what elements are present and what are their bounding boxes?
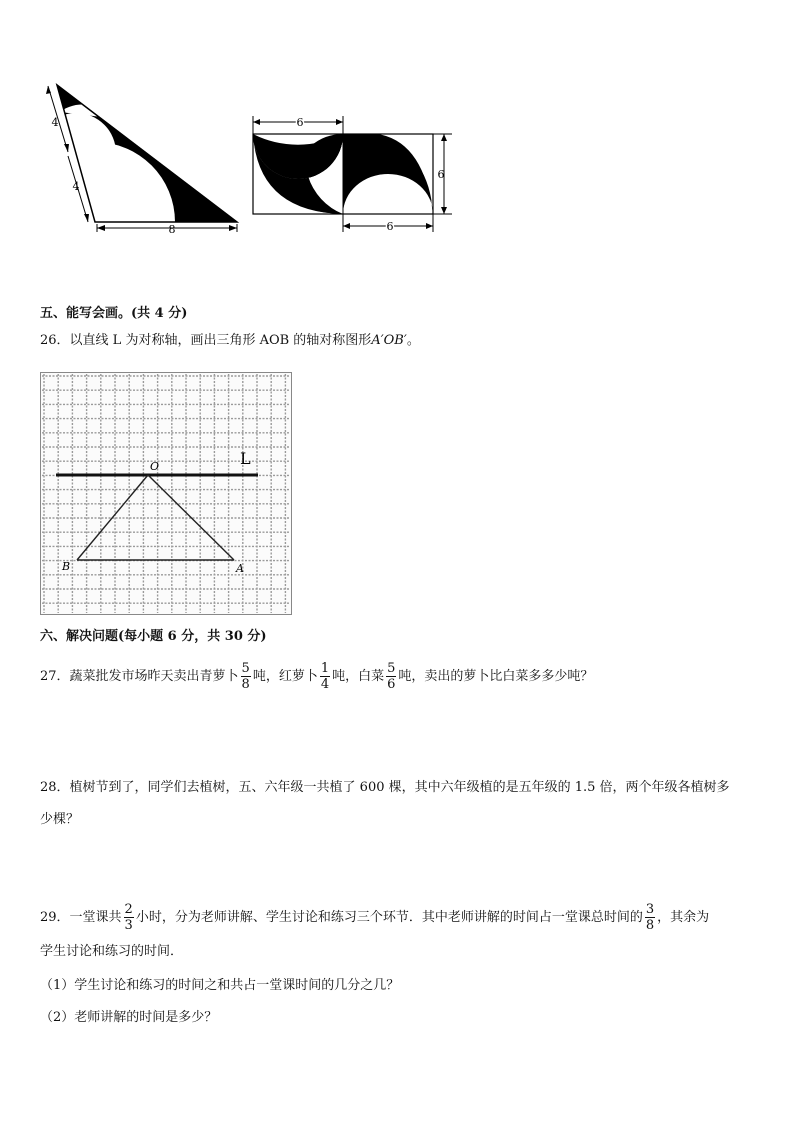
- point-label-B: B: [62, 560, 71, 573]
- dim-label-right: 6: [437, 168, 445, 181]
- question-29: [40, 902, 709, 933]
- question-text: 吨，卖出的萝卜比白菜多多少吨？: [398, 669, 594, 684]
- question-text: 吨，白菜: [332, 669, 385, 684]
- question-text: ，其余为: [657, 910, 710, 925]
- triangle-figure: [40, 78, 250, 238]
- fraction: $\frac{2}{3}$: [124, 902, 133, 933]
- fraction: $\frac{1}{4}$: [320, 661, 330, 692]
- question-text: 27．蔬菜批发市场昨天卖出青萝卜: [40, 669, 239, 684]
- rectangle-figure: [248, 112, 458, 240]
- dim-label-bottom: 6: [386, 220, 394, 233]
- section-heading: 五、能写会画。(共 4 分): [40, 306, 188, 321]
- question-26: [40, 331, 420, 351]
- section-heading: 六、解决问题(每小题 6 分，共 30 分): [40, 629, 267, 644]
- dim-label-mid: 4: [72, 180, 80, 193]
- question-29-sub2: （2）老师讲解的时间是多少？: [40, 1010, 218, 1025]
- dim-label-top: 6: [296, 116, 304, 129]
- question-28-line1: 28．植树节到了，同学们去植树，五、六年级一共植了 600 棵，其中六年级植的是五年级的 1.5 倍，两个年级各植树多: [40, 780, 730, 795]
- question-end: 。: [406, 333, 420, 348]
- question-text: 吨，红萝卜: [252, 669, 318, 684]
- question-28-line2: 少棵？: [40, 812, 80, 827]
- question-text: 26．以直线 L 为对称轴，画出三角形 AOB 的轴对称图形: [40, 333, 372, 348]
- fraction: $\frac{5}{8}$: [241, 661, 250, 692]
- point-label-O: O: [150, 460, 160, 473]
- point-label-A: A: [236, 562, 244, 575]
- grid-figure: [40, 372, 292, 615]
- dim-label-top: 4: [51, 116, 59, 129]
- question-text: 小时，分为老师讲解、学生讨论和练习三个环节．其中老师讲解的时间占一堂课总时间的: [135, 910, 643, 925]
- fraction: $\frac{3}{8}$: [645, 902, 655, 933]
- question-29-sub1: （1）学生讨论和练习的时间之和共占一堂课时间的几分之几？: [40, 978, 400, 993]
- question-text: 29．一堂课共: [40, 910, 122, 925]
- axis-label-L: L: [240, 449, 251, 468]
- fraction: $\frac{5}{6}$: [387, 661, 396, 692]
- dim-label-bottom: 8: [168, 223, 176, 236]
- math-expression: A′OB′: [371, 333, 407, 348]
- question-29-line2: 学生讨论和练习的时间．: [40, 944, 184, 959]
- question-27: [40, 661, 593, 692]
